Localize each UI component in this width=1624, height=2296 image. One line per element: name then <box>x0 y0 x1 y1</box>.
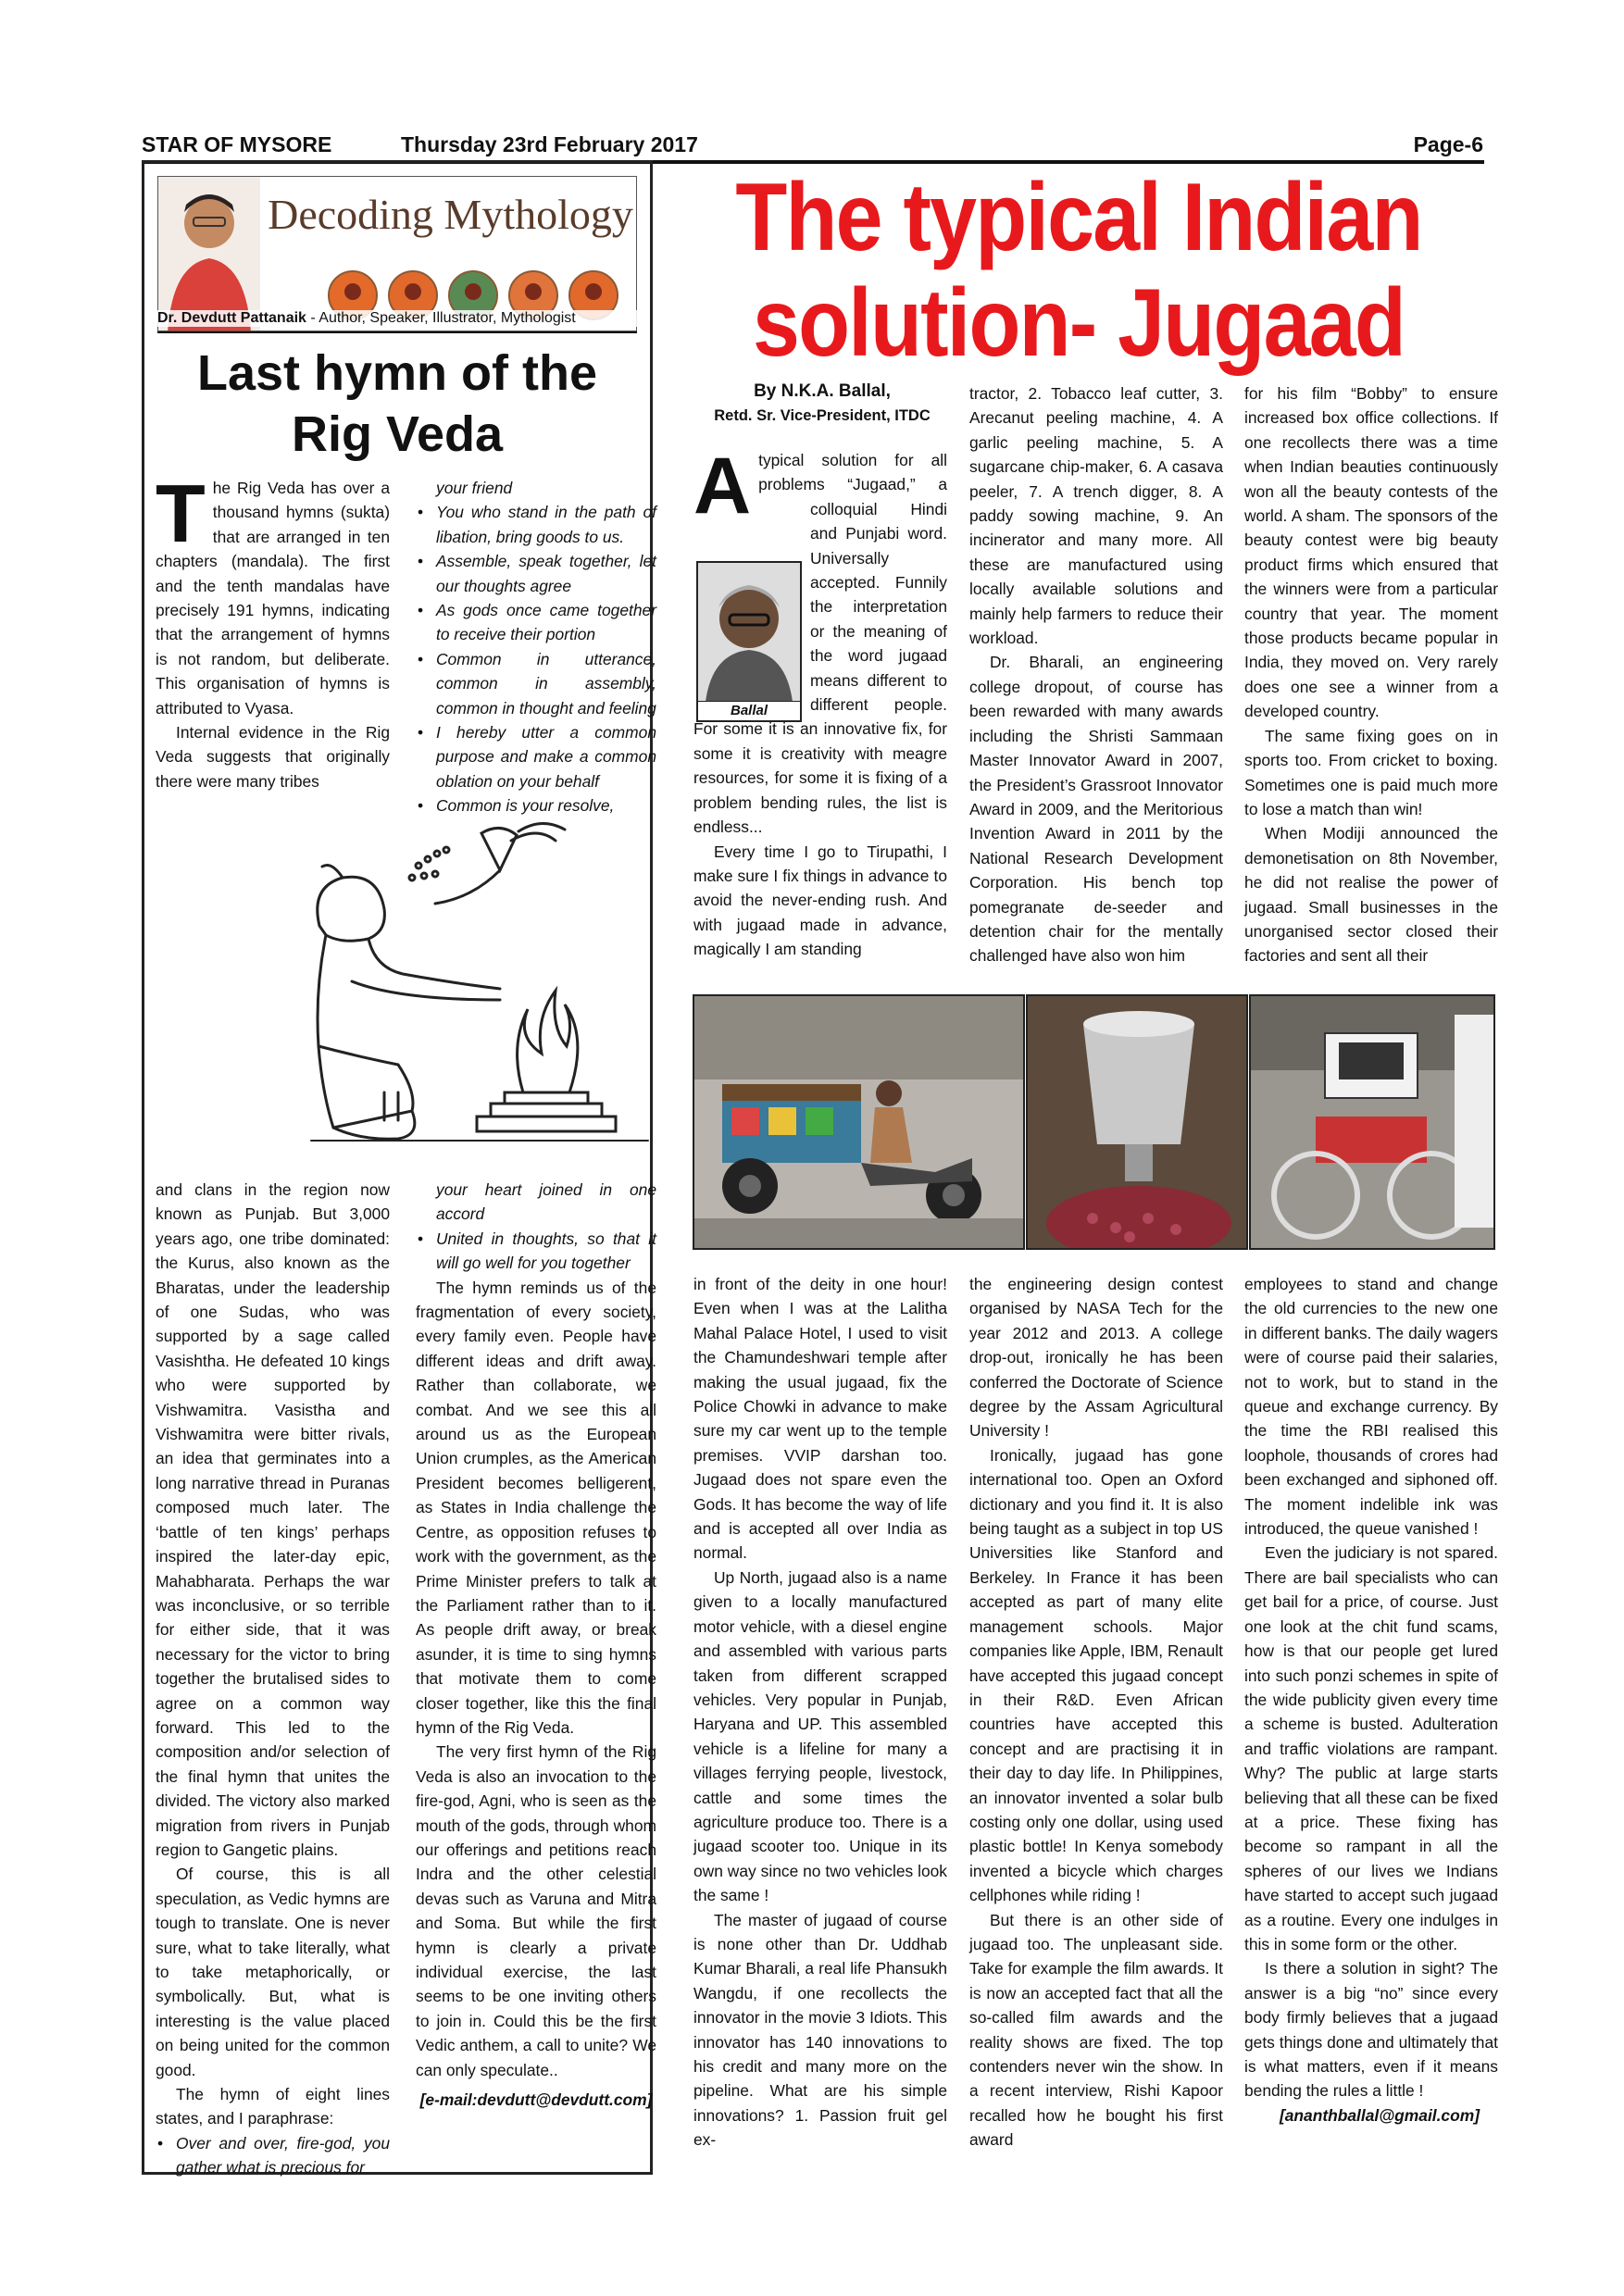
right-paragraph: Up North, jugaad also is a name given to a locally manufactured motor vehicle, with a diesel engine and assembled with various parts taken from different scrapped vehicles. Very popular in Punjab, Haryana and UP. This assembled vehicle is a lifeline for many a villages ferrying people, livestock, cattle and some times the agriculture produce too. There is a jugaad scooter too. Unique in its own way since no two vehicles look the same ! <box>693 1567 947 1905</box>
left-paragraph: Of course, this is all speculation, as Vedic hymns are tough to translate. One is never sure, what to take literally, what to take metaphorically, or symbolically. But, what is interesting is the value placed on being united for the common good. <box>156 1865 390 2079</box>
newspaper-name: STAR OF MYSORE <box>142 132 332 156</box>
right-paragraph: in front of the deity in one hour! Even when I was at the Lalitha Mahal Palace Hotel, I used to visit the Chamundeshwari temple after making the usual jugaad, fix the Police Chowki in advance to make sure my car went up to the temple premises. VVIP darshan too. Jugaad does not spare even the Gods. It has become the way of life and is accepted all over India as normal. <box>693 1275 947 1563</box>
left-title-line2: Rig Veda <box>291 406 504 462</box>
left-col1-top <box>156 468 390 793</box>
left-paragraph: The very first hymn of the Rig Veda is also an invocation to the fire-god, Agni, who is seen as the mouth of the gods, through whom our offerings and petitions reach Indra and the other celestial devas such as Varuna and Mitra and Soma. But while the first hymn is clearly a private individual exercise, the last seems to be one inviting others to join in. Could this be the first Vedic anthem, a call to unite? We can only speculate.. <box>416 1742 656 2079</box>
right-col2-top <box>969 381 1223 968</box>
left-article-title <box>148 343 646 465</box>
headline-line2: solution- Jugaad <box>753 269 1405 377</box>
right-paragraph: When Modiji announced the demonetisation on 8th November, he did not realise the power of jugaad. Small businesses in the unorganised sector closed their factories and sent all their <box>1244 824 1498 966</box>
column-banner-title: Decoding Mythology <box>268 191 633 238</box>
right-article-headline <box>716 165 1441 376</box>
left-drop-cap: T <box>156 468 206 559</box>
page-number: Page-6 <box>1413 132 1483 156</box>
photo-caption: Ballal <box>698 701 800 720</box>
hymn-line: • Common in utterance, common in assembly, common in thought and feeling <box>416 647 656 720</box>
right-col3-bottom <box>1244 1272 1498 2128</box>
hymn-line: • I hereby utter a common purpose and make a common oblation on your behalf <box>416 720 656 793</box>
right-paragraph: Is there a solution in sight? The answer is a big “no” since every body firmly believes that a jugaad gets things done and ultimately that is what matters, even if it means bending the rules a little ! <box>1244 1959 1498 2101</box>
right-paragraph: But there is an other side of jugaad too. The unpleasant side. Take for example the film awards. It is now an accepted fact that all the so-called film awards and the reality shows are fixed. The top contenders never win the show. In a recent interview, Rishi Kapoor recalled how he bought his first award <box>969 1910 1223 2150</box>
hymn-line: • Over and over, fire-god, you gather what is precious for <box>156 2131 390 2180</box>
right-col3-top <box>1244 381 1498 968</box>
right-col1-top <box>693 442 947 962</box>
hymn-line: • United in thoughts, so that it will go well for you together <box>416 1227 656 1276</box>
byline-role: Retd. Sr. Vice-President, ITDC <box>714 407 931 424</box>
author-email: [e-mail:devdutt@devdutt.com] <box>419 2090 653 2110</box>
fire-offering-illustration <box>222 815 657 1176</box>
right-paragraph: Ironically, jugaad has gone international too. Open an Oxford dictionary and you find it. It is also being taught as a subject in top US Universities like Stanford and Berkeley. In France it has been accepted as part of many elite management schools. Major companies like Apple, IBM, Renault have accepted this jugaad concept in their R&D. Even African countries have accepted this concept and are practising it in their day to day life. In Philippines, an innovator invented a solar bulb costing only one dollar, using used plastic bottle! In Kenya somebody invented a bicycle which charges cellphones while riding ! <box>969 1445 1223 1905</box>
author-description: - Author, Speaker, Illustrator, Mythologist <box>306 310 576 326</box>
jugaad-vehicle-photo <box>693 994 1025 1250</box>
right-paragraph: for his film “Bobby” to ensure increased box office collections. If one recollects there was a time when Indian beauties continuously won all the beauty contests of the world. A sham. The sponsors of the beauty contest were big beauty product firms which ensured that the winners were from a particular country that year. The moment those products became popular in India, they moved on. Very rarely does one see a winner from a developed country. <box>1244 384 1498 721</box>
hymn-line: • As gods once came together to receive their portion <box>416 598 656 647</box>
author-email: [ananthballal@gmail.com] <box>1279 2105 1480 2125</box>
left-paragraph: and clans in the region now known as Punjab. But 3,000 years ago, one tribe dominated: the Kurus, also known as the Bharatas, under the leadership of one Sudas, who was supported by a sage called Vasishtha. He defeated 10 kings who were supported by Vishwamitra. Vasistha and Vishwamitra were bitter rivals, an idea that germinates into a long narrative thread in Puranas composed much later. The ‘battle of ten kings’ perhaps inspired the later-day epic, Mahabharata. Perhaps the war was inconclusive, or so terrible for either side, that it was necessary for the victor to bring together the brutalised sides to agree on a common way forward. This led to the composition and/or selection of the final hymn that unites the divided. The victory also marked migration from rivers in Punjab region to Gangetic plains. <box>156 1180 390 1859</box>
wheelchair-photo <box>1249 994 1495 1250</box>
author-credit <box>157 310 637 327</box>
right-paragraph: typical solution for all problems “Jugaad,” a colloquial Hindi and Punjabi word. Universally accepted. Funnily the interpretation or the meaning of the word jugaad means different to different people. For some it is an innovative fix, for some it is creativity with meagre resources, for some it is fixing of a problem bending rules, the list is endless... <box>693 451 947 837</box>
steel-machine-photo <box>1026 994 1248 1250</box>
right-paragraph: Every time I go to Tirupathi, I make sure I fix things in advance to avoid the never-ending rush. And with jugaad made in advance, magically I am standing <box>693 842 947 959</box>
author-name: Dr. Devdutt Pattanaik <box>157 310 306 326</box>
right-paragraph: the engineering design contest organised by NASA Tech for the year 2012 and 2013. A college drop-out, ironically he has been conferred the Doctorate of Science degree by the Assam Agricultural University ! <box>969 1275 1223 1441</box>
column-banner <box>157 176 637 331</box>
byline-name: By N.K.A. Ballal, <box>754 381 891 401</box>
right-paragraph: tractor, 2. Tobacco leaf cutter, 3. Arecanut peeling machine, 4. A garlic peeling machine, 5. A sugarcane chip-maker, 6. A casava peeler, 7. A trench digger, 8. A paddy sowing machine, 9. An incinerator and many more. All these are manufactured using locally available solutions and mainly help farmers to reduce their workload. <box>969 384 1223 648</box>
hymn-line: • You who stand in the path of libation, bring goods to us. <box>416 500 656 549</box>
left-col2-bottom <box>416 1178 656 2112</box>
issue-date: Thursday 23rd February 2017 <box>401 132 698 156</box>
right-paragraph: Dr. Bharali, an engineering college dropout, of course has been rewarded with many awards including the Shristi Sammaan Master Innovator Award in 2007, the President’s Grassroot Innovator Award in 2009, and the Meritorious Invention Award in 2011 by the National Research Development Corporation. His bench top pomegranate de-seeder and detention chair for the mentally challenged have also won him <box>969 653 1223 966</box>
byline <box>693 380 952 428</box>
right-paragraph: employees to stand and change the old currencies to the new one in different banks. The daily wagers were of course paid their salaries, not to work, but to stand in the queue and exchange currency. By the time the RBI realised this loophole, thousands of crores had been exchanged and siphoned off. The moment indelible ink was introduced, the queue vanished ! <box>1244 1275 1498 1539</box>
hymn-line: • Common is your resolve, <box>416 793 656 817</box>
hymn-line: • Assemble, speak together, let our thoughts agree <box>416 549 656 598</box>
left-title-line1: Last hymn of the <box>196 345 598 401</box>
left-paragraph: Internal evidence in the Rig Veda suggests that originally there were many tribes <box>156 723 390 791</box>
headline-line1: The typical Indian <box>735 164 1422 271</box>
right-col1-bottom <box>693 1272 947 2152</box>
left-paragraph: he Rig Veda has over a thousand hymns (sukta) that are arranged in ten chapters (mandala). The first and the tenth mandalas have precisely 191 hymns, indicating that the arrangement of hymns is not random, but deliberate. This organisation of hymns is attributed to Vyasa. <box>156 479 390 718</box>
right-paragraph: Even the judiciary is not spared. There are bail specialists who can get bail for a price, of course. Just one look at the chit fund scams, how is that our people get lured into such ponzi schemes in spite of the wide publicity given every time a scheme is busted. Adulteration and traffic violations are rampant. Why? The public at large starts believing that all these can be fixed at a price. These fixing has become so rampant in all the spheres of our lives we Indians have started to accept such jugaad as a routine. Every one indulges in this in some form or the other. <box>1244 1543 1498 1953</box>
hymn-list <box>416 500 656 817</box>
right-drop-cap: A <box>693 442 752 530</box>
left-col2-top <box>416 476 656 818</box>
left-col1-bottom <box>156 1178 390 2180</box>
left-paragraph: The hymn reminds us of the fragmentation of every society, every family even. People have different ideas and drift away. Rather than collaborate, we combat. And we see this all around us as the European Union crumples, as the American President becomes belligerent, as States in India challenge the Centre, as opposition refuses to work with the government, as the Prime Minister prefers to talk at the Parliament rather than to it. As people drift away, or break asunder, it is time to sing hymns that motivate them to come closer together, like this the final hymn of the Rig Veda. <box>416 1278 656 1737</box>
right-col2-bottom <box>969 1272 1223 2152</box>
hymn-line: your heart joined in one accord <box>436 1180 656 1224</box>
right-paragraph: The same fixing goes on in sports too. From cricket to boxing. Sometimes one is paid much more to lose a match than win! <box>1244 726 1498 818</box>
hymn-line: your friend <box>436 479 513 497</box>
author-rule <box>157 331 637 333</box>
right-paragraph: The master of jugaad of course is none other than Dr. Uddhab Kumar Bharali, a real life Phansukh Wangdu, if one recollects the innovator in the movie 3 Idiots. This innovator has 140 innovations to his credit and many more on the pipeline. What are his simple innovations? 1. Passion fruit gel ex- <box>693 1910 947 2150</box>
left-paragraph: The hymn of eight lines states, and I paraphrase: <box>156 2085 390 2128</box>
